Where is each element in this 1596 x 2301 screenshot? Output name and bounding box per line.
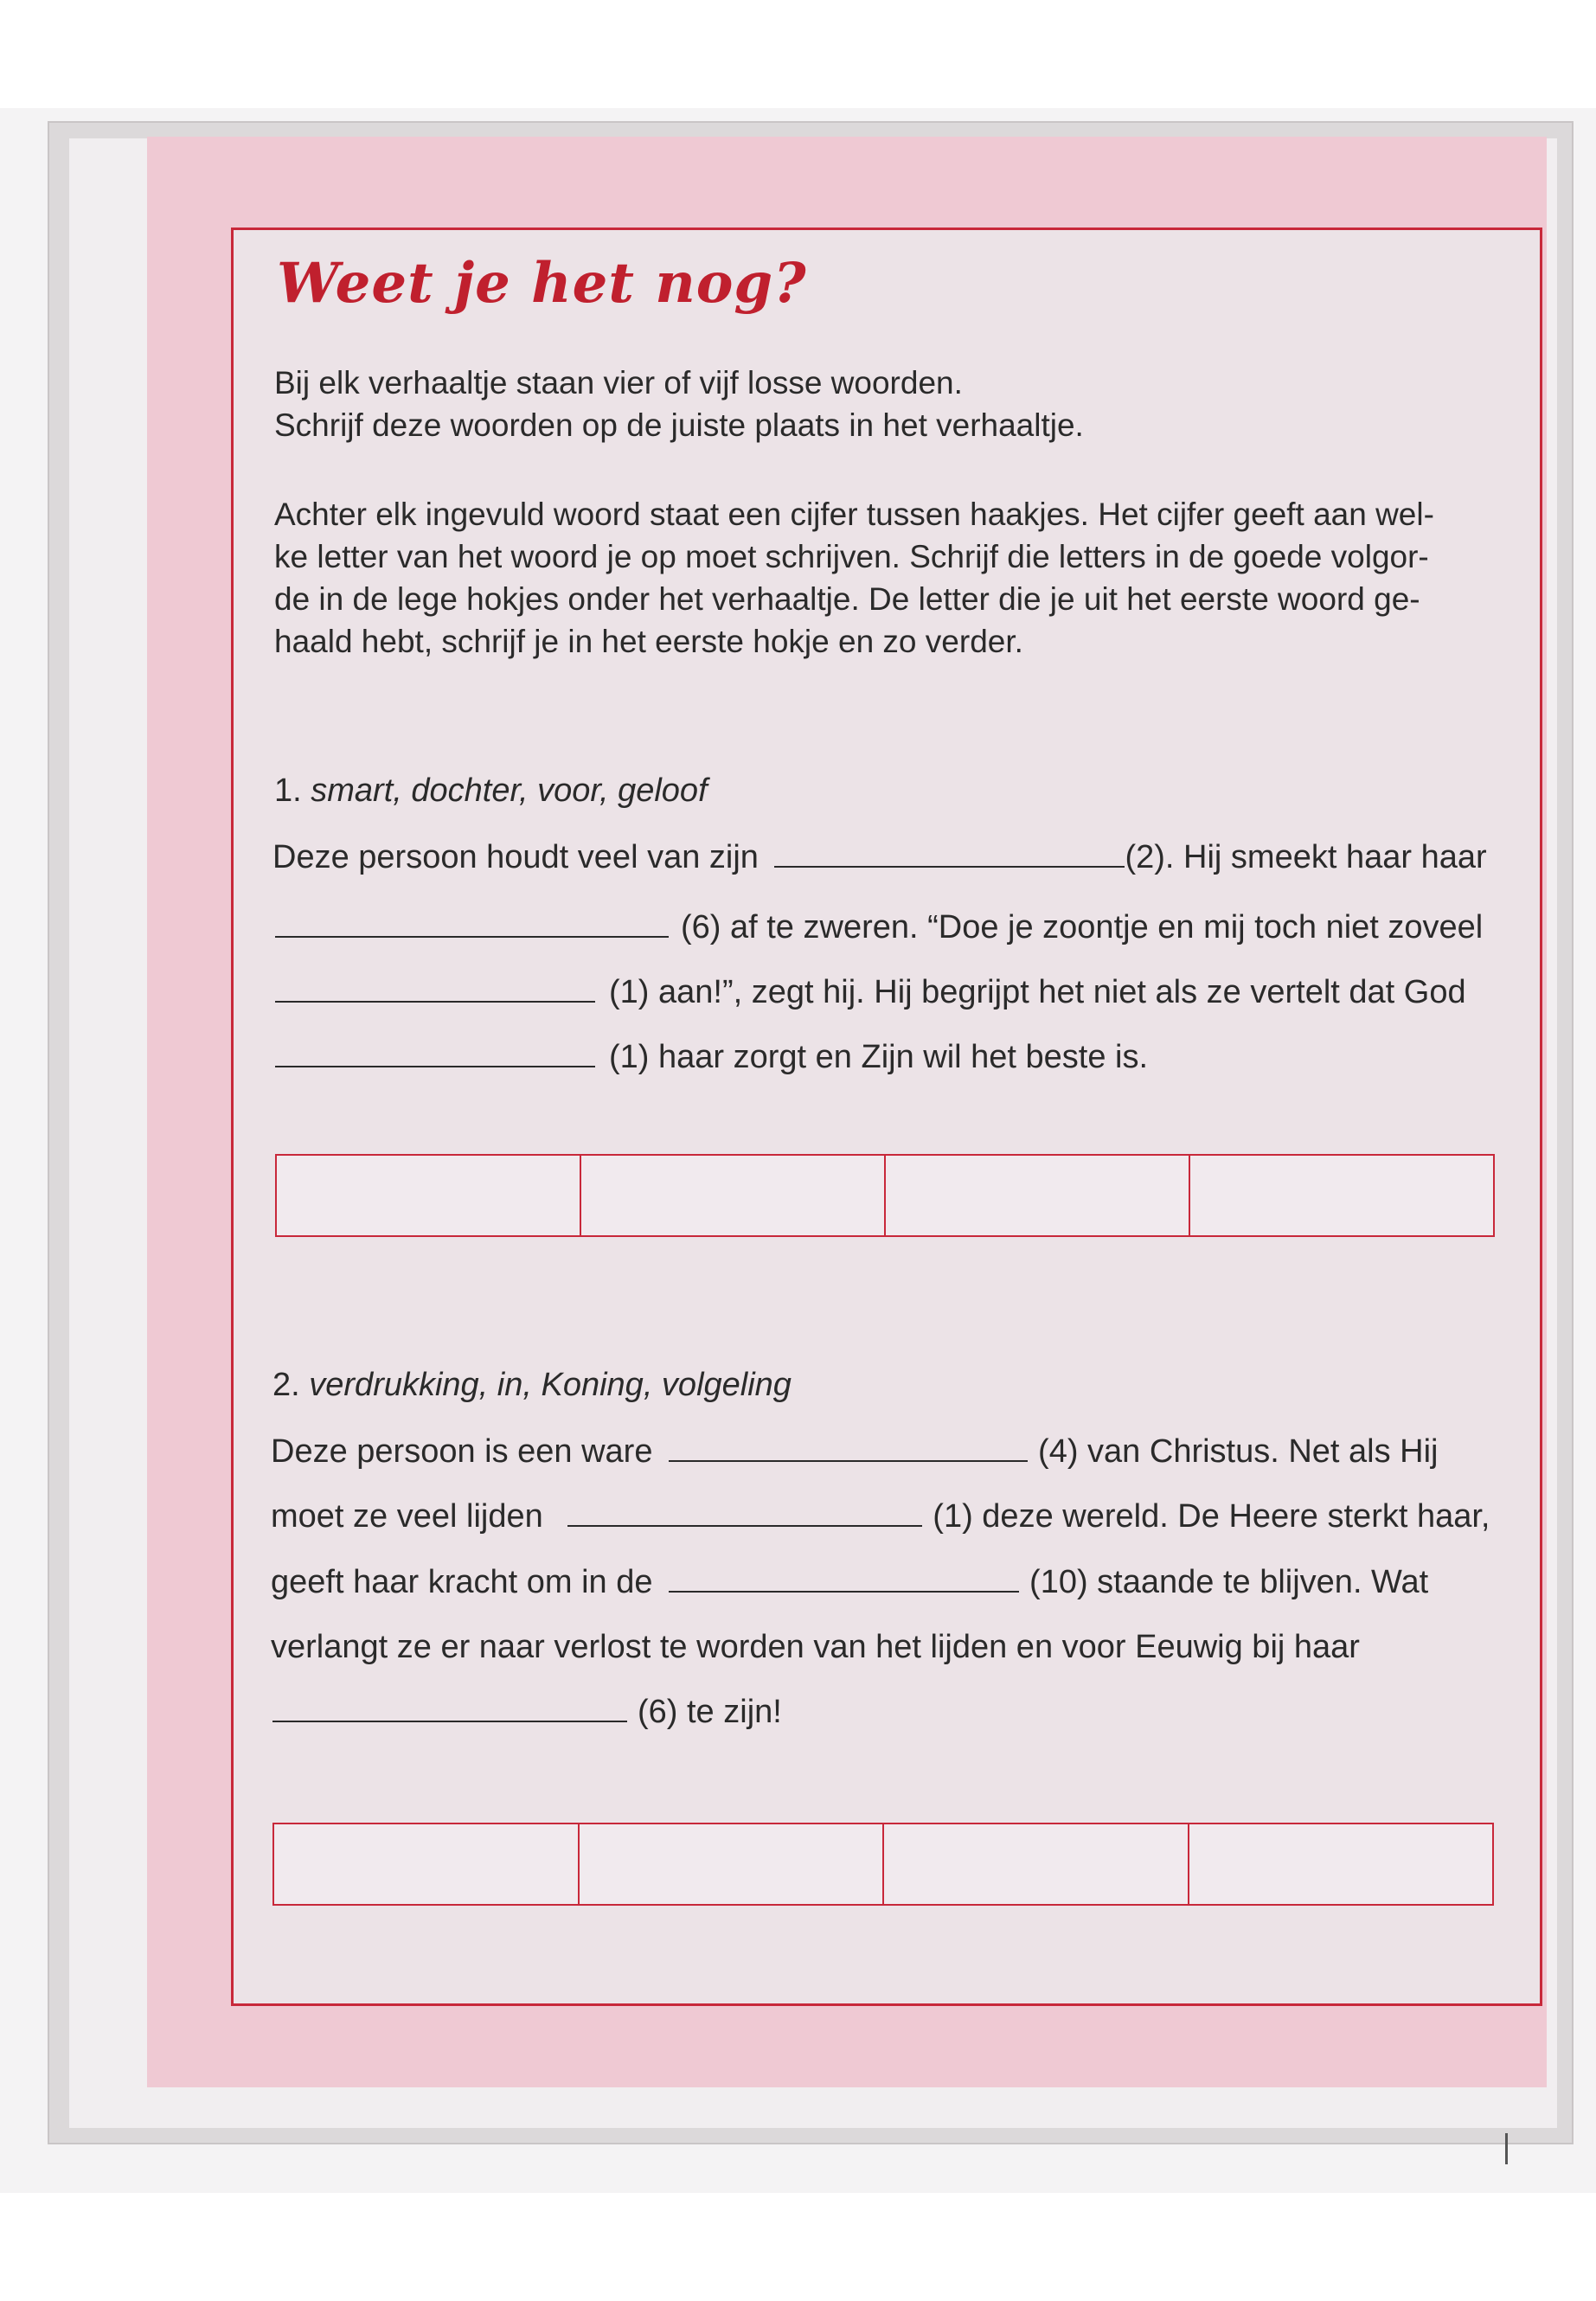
- question-1-line-2: [275, 909, 1483, 946]
- letter-box[interactable]: [1189, 1824, 1493, 1904]
- letter-box[interactable]: [581, 1156, 886, 1235]
- answer-blank[interactable]: [275, 910, 669, 938]
- sentence-text: (1) haar zorgt en Zijn wil het beste is.: [609, 1039, 1149, 1075]
- letter-box[interactable]: [1190, 1156, 1493, 1235]
- sentence-text: Deze persoon is een ware: [271, 1433, 653, 1470]
- sentence-text: geeft haar kracht om in de: [271, 1564, 653, 1600]
- question-2-answer-boxes: [272, 1823, 1494, 1906]
- sentence-text: moet ze veel lijden: [271, 1498, 543, 1535]
- answer-blank[interactable]: [669, 1565, 1019, 1593]
- sentence-text: (1) aan!”, zegt hij. Hij begrijpt het niet als ze vertelt dat God: [609, 974, 1466, 1010]
- sentence-text: (4) van Christus. Net als Hij: [1038, 1433, 1439, 1470]
- intro-text: [274, 362, 1511, 446]
- question-2-line-2: [271, 1498, 1490, 1535]
- sentence-text: (6) te zijn!: [638, 1694, 782, 1730]
- instructions-text: [274, 493, 1511, 663]
- instruction-line: ke letter van het woord je op moet schrijven. Schrijf die letters in de goede volgor-: [274, 539, 1429, 574]
- scan-mark: [1505, 2133, 1508, 2164]
- answer-blank[interactable]: [774, 840, 1125, 868]
- word-list: verdrukking, in, Koning, volgeling: [309, 1367, 792, 1403]
- instruction-line: Achter elk ingevuld woord staat een cijfer tussen haakjes. Het cijfer geeft aan wel-: [274, 497, 1434, 532]
- question-2-heading: [272, 1367, 792, 1404]
- instruction-line: haald hebt, schrijf je in het eerste hokje en zo verder.: [274, 624, 1023, 659]
- letter-box[interactable]: [277, 1156, 581, 1235]
- question-1-heading: [274, 772, 708, 810]
- letter-box[interactable]: [884, 1824, 1189, 1904]
- question-1-line-4: [275, 1039, 1148, 1076]
- page-title: Weet je het nog?: [277, 251, 807, 316]
- question-2-line-1: [271, 1433, 1439, 1471]
- letter-box[interactable]: [580, 1824, 885, 1904]
- answer-blank[interactable]: [275, 1040, 595, 1067]
- sentence-text: verlangt ze er naar verlost te worden van het lijden en voor Eeuwig bij haar: [271, 1629, 1360, 1665]
- question-2-line-5: [272, 1694, 782, 1731]
- word-list: smart, dochter, voor, geloof: [311, 772, 708, 809]
- question-number: 2.: [272, 1367, 300, 1403]
- answer-blank[interactable]: [567, 1499, 922, 1527]
- sentence-text: (6) af te zweren. “Doe je zoontje en mij toch niet zoveel: [681, 909, 1484, 945]
- instruction-line: de in de lege hokjes onder het verhaaltje. De letter die je uit het eerste woord ge-: [274, 581, 1420, 617]
- sentence-text: Deze persoon houdt veel van zijn: [272, 839, 759, 875]
- sentence-text: (1) deze wereld. De Heere sterkt haar,: [933, 1498, 1490, 1535]
- question-number: 1.: [274, 772, 302, 809]
- sentence-text: (2). Hij smeekt haar haar: [1125, 839, 1487, 875]
- answer-blank[interactable]: [275, 975, 595, 1003]
- question-2-line-3: [271, 1564, 1428, 1601]
- question-1-answer-boxes: [275, 1154, 1495, 1237]
- sentence-text: (10) staande te blijven. Wat: [1029, 1564, 1429, 1600]
- question-1-line-3: [275, 974, 1466, 1011]
- answer-blank[interactable]: [669, 1434, 1028, 1462]
- intro-line: Schrijf deze woorden op de juiste plaats in het verhaaltje.: [274, 407, 1084, 443]
- question-2-line-4: [271, 1629, 1360, 1666]
- letter-box[interactable]: [274, 1824, 580, 1904]
- intro-line: Bij elk verhaaltje staan vier of vijf losse woorden.: [274, 365, 963, 401]
- letter-box[interactable]: [886, 1156, 1190, 1235]
- question-1-line-1: [272, 839, 1487, 876]
- answer-blank[interactable]: [272, 1695, 627, 1722]
